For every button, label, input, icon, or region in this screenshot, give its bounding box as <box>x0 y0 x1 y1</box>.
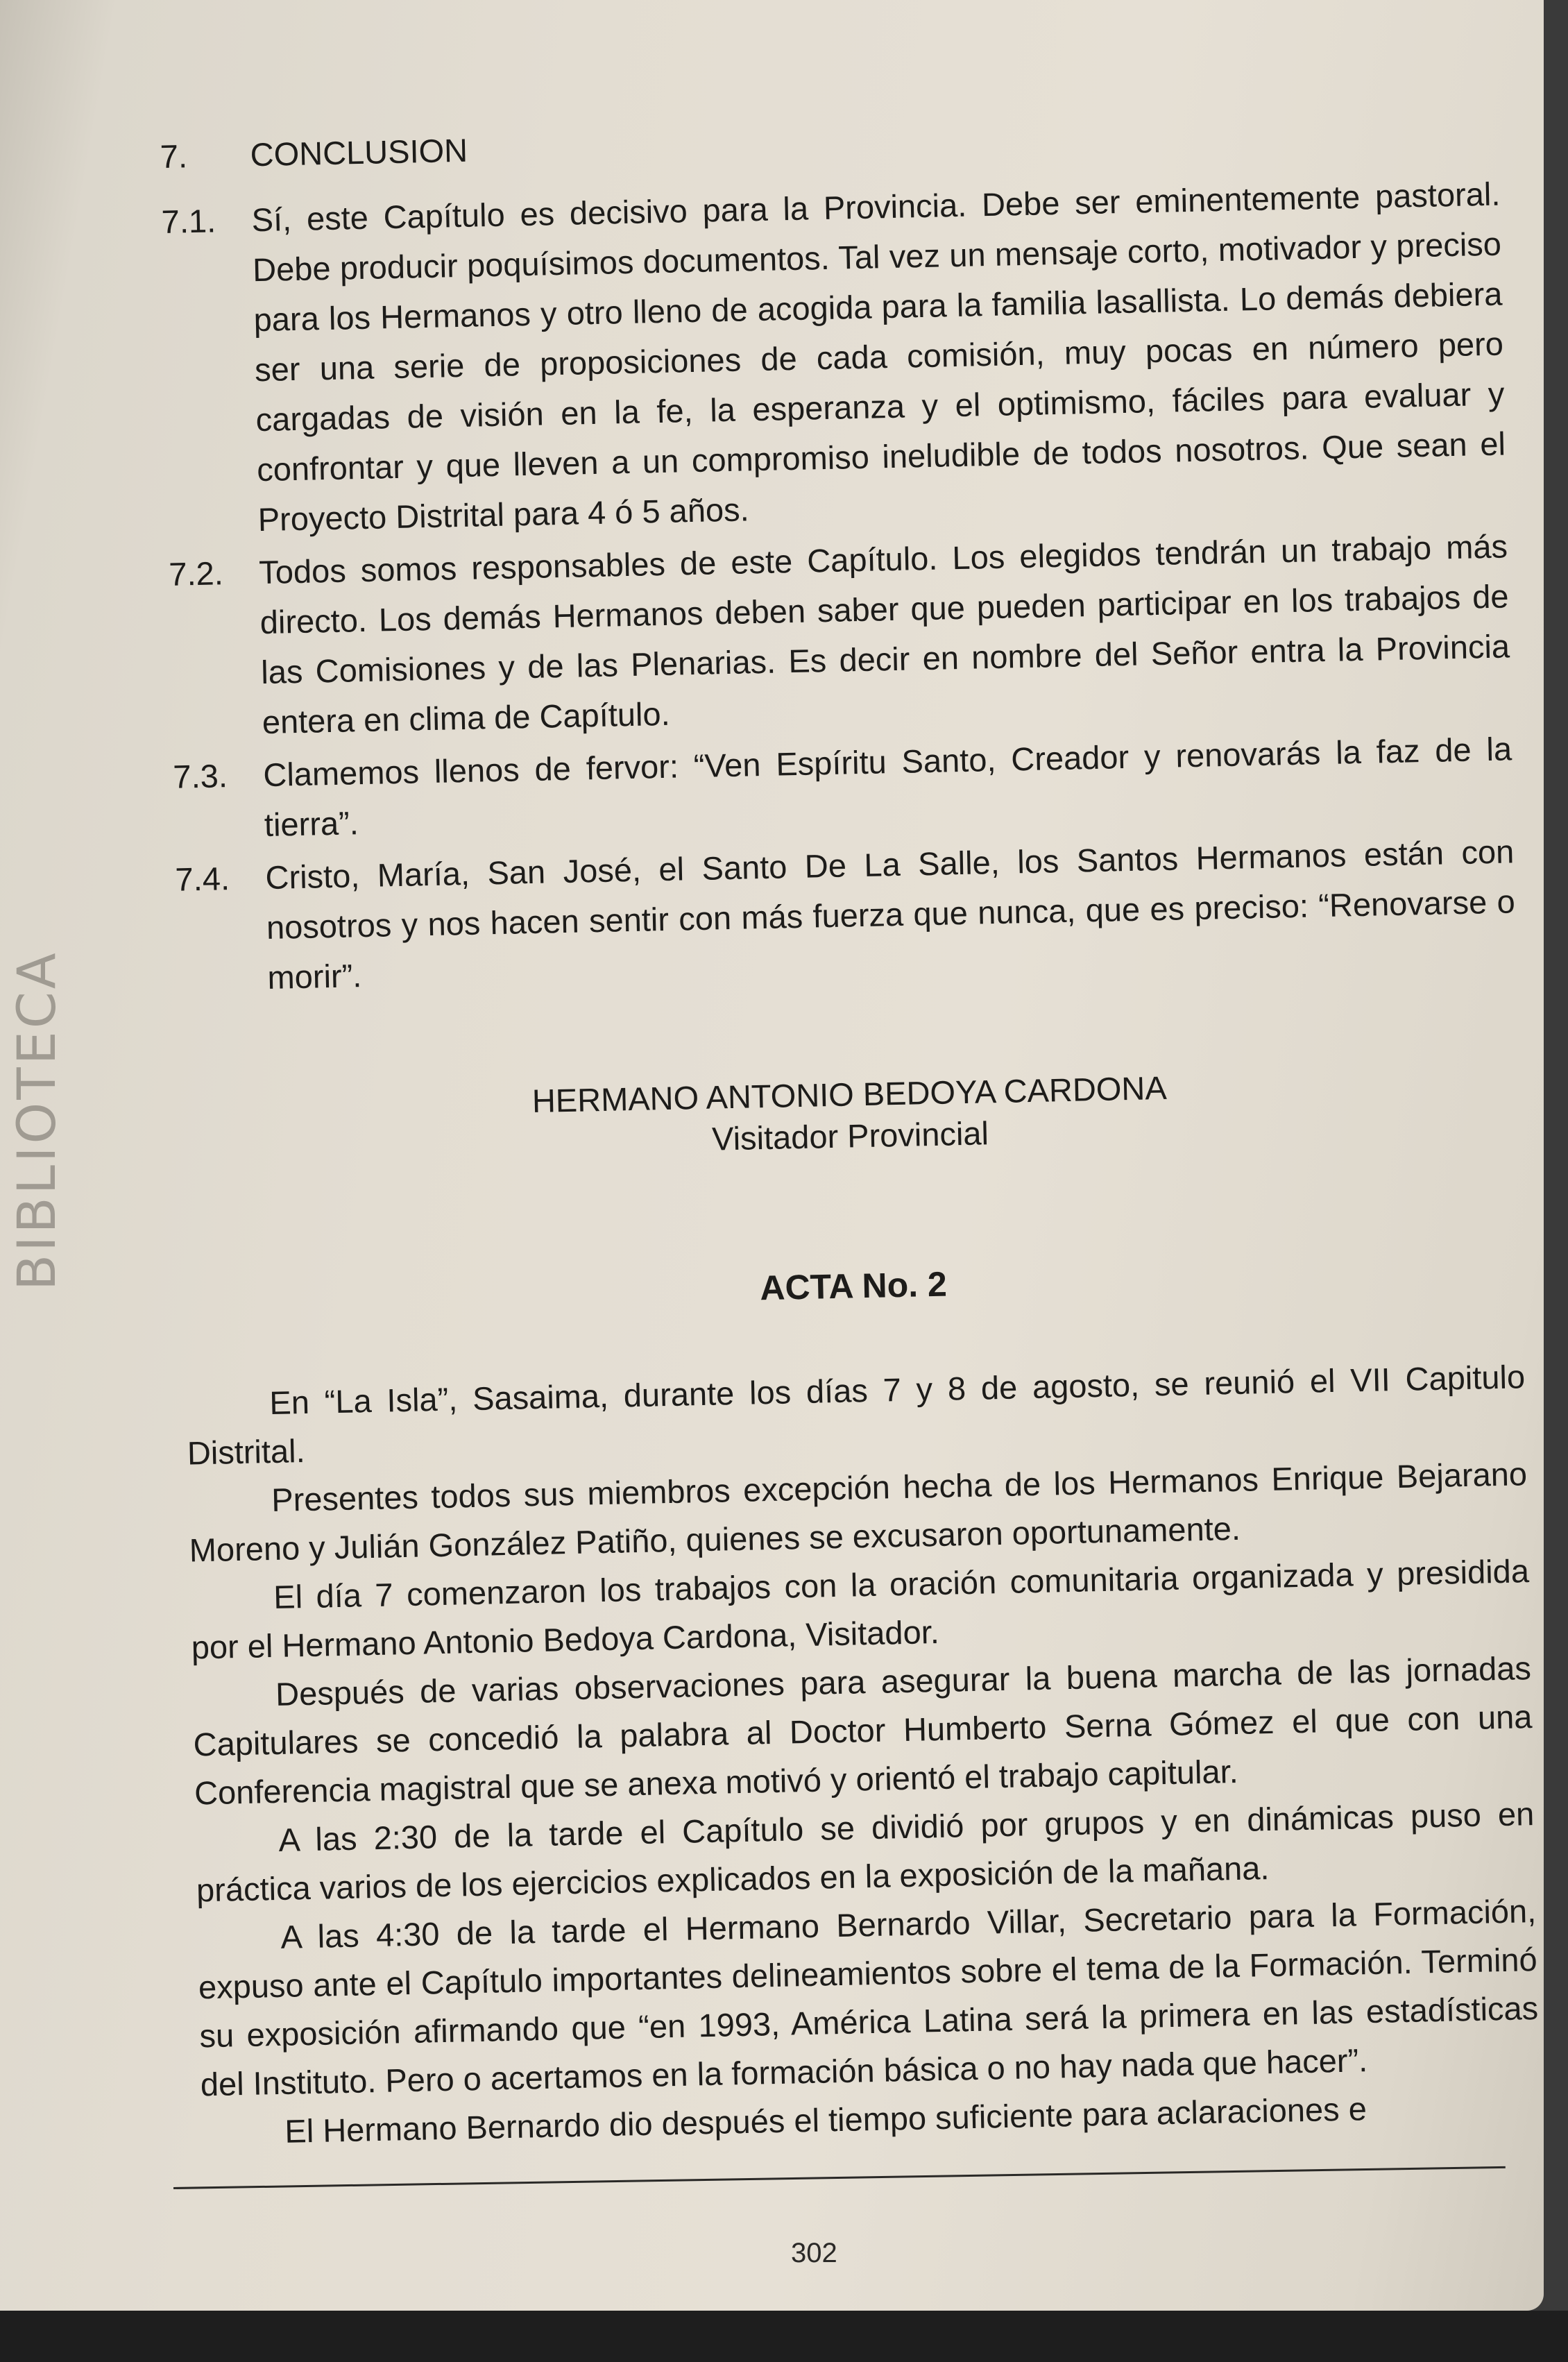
library-stamp: BIBLIOTECA <box>6 950 67 1291</box>
item-number: 7.1. <box>161 202 216 240</box>
acta-paragraph: El Hermano Bernardo dio después el tiempo suficiente para aclaraciones e <box>284 2090 1367 2150</box>
signature-name: HERMANO ANTONIO BEDOYA CARDONA <box>531 1069 1168 1120</box>
acta-paragraph: A las 4:30 de la tarde el Hermano Bernardo Villar, Secretario para la Formación, expuso ante el Capítulo importantes delineamientos sobre el tema de la Formación. Terminó su exposición afirmando que “en 1993, América Latina será la primera en las estadísticas del Instituto. Pero o acertamos en la formación básica o no hay nada que hacer”. <box>198 1892 1539 2103</box>
section-heading <box>160 104 1499 182</box>
acta-paragraph: Después de varias observaciones para asegurar la buena marcha de las jornadas Capitulares se concedió la palabra al Doctor Humberto Serna Gómez el que con una Conferencia magistral que se anexa motivó y orientó el trabajo capitular. <box>193 1649 1533 1812</box>
list-item <box>161 169 1507 547</box>
acta-paragraph: Presentes todos sus miembros excepción hecha de los Hermanos Enrique Bejarano Moreno y Julián González Patiño, quienes se excusaron oportunamente. <box>189 1455 1528 1569</box>
list-item <box>175 826 1517 1004</box>
item-number: 7.2. <box>168 554 224 593</box>
acta-paragraph: El día 7 comenzaron los trabajos con la oración comunitaria organizada y presidida por el Hermano Antonio Bedoya Cardona, Visitador. <box>191 1552 1530 1666</box>
section-number: 7. <box>160 137 188 175</box>
item-text: Todos somos responsables de este Capítulo. Los elegidos tendrán un trabajo más directo. Los demás Hermanos deben saber que pueden participar en los trabajos de las Comisiones y de las Plenarias. Es decir en nombre del Señor entra la Provincia entera en clima de Capítulo. <box>258 527 1510 741</box>
item-text: Sí, este Capítulo es decisivo para la Provincia. Debe ser eminentemente pastoral. Debe producir poquísimos documentos. Tal vez un mensaje corto, motivador y preciso para los Hermanos y otro lleno de acogida para la familia lasallista. Lo demás debiera ser una serie de proposiciones de cada comisión, muy pocas en número pero cargadas de visión en la fe, la esperanza y el optimismo, fáciles para evaluar y confrontar y que lleven a un compromiso ineludible de todos nosotros. Que sean el Proyecto Distrital para 4 ó 5 años. <box>251 175 1506 538</box>
footer-rule <box>173 2166 1506 2189</box>
section-title: CONCLUSION <box>250 131 468 173</box>
page-content <box>160 104 1541 2158</box>
item-number: 7.4. <box>175 860 230 898</box>
background-edge <box>0 2311 1568 2362</box>
page-number: 302 <box>791 2238 837 2268</box>
list-item <box>169 521 1512 749</box>
item-text: Clamemos llenos de fervor: “Ven Espíritu Santo, Creador y renovarás la faz de la tierra”. <box>262 730 1512 844</box>
signature-role: Visitador Provincial <box>711 1114 989 1157</box>
acta-paragraph: En “La Isla”, Sasaima, durante los días 7 y 8 de agosto, se reunió el VII Capitulo Distrital. <box>187 1358 1526 1472</box>
acta-title: ACTA No. 2 <box>759 1264 948 1308</box>
item-number: 7.3. <box>172 757 228 795</box>
item-text: Cristo, María, San José, el Santo De La Salle, los Santos Hermanos están con nosotros y nos hacen sentir con más fuerza que nunca, que es preciso: “Renovarse o morir”. <box>264 833 1516 996</box>
signature-block <box>180 1060 1520 1171</box>
acta-paragraph: A las 2:30 de la tarde el Capítulo se dividió por grupos y en dinámicas puso en práctica varios de los ejercicios explicados en la exposición de la mañana. <box>196 1795 1535 1909</box>
